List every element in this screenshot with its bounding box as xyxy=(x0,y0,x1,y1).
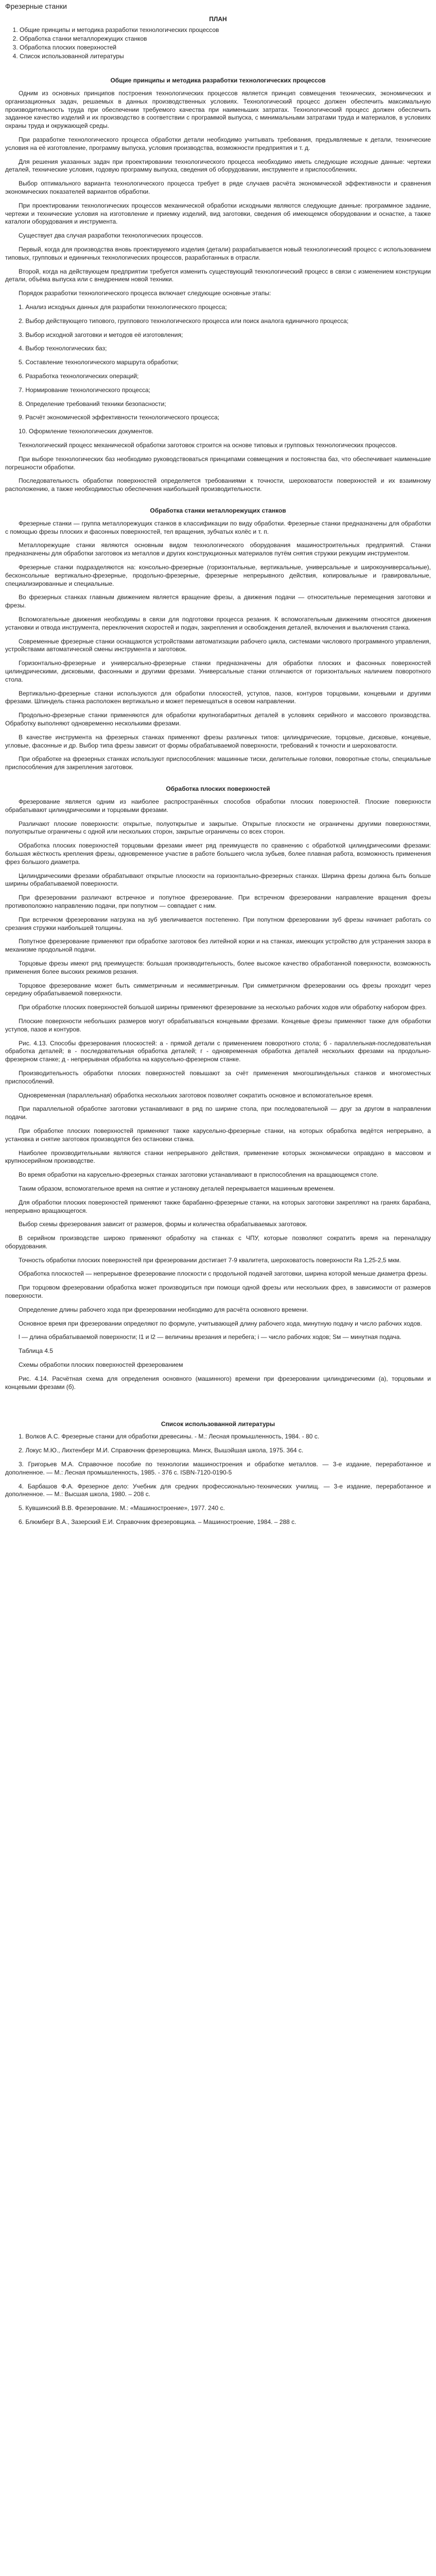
body-paragraph: Плоские поверхности небольших размеров могут обрабатываться концевыми фрезами. Концевые фрезы применяют также для обработки уступов, пазов и контуров. xyxy=(5,1017,431,1033)
body-paragraph: Одним из основных принципов построения технологических процессов является принцип совмещения технических, экономических и организационных задач, решаемых в данных производственных условиях. Технологический процесс должен обеспечить максимальную производительность труда при обеспечении требуемого качества при наименьших затратах. Технологический процесс должен обеспечить заданное качество изделий и их производство в соответствии с программой выпуска, с минимальными затратами труда и материалов, в условиях охраны труда и окружающей среды. xyxy=(5,90,431,130)
body-paragraph: Обработка плоскостей — непрерывное фрезерование плоскости с продольной подачей заготовки, ширина которой меньше диаметра фрезы. xyxy=(19,1270,428,1278)
body-paragraph: Одновременная (параллельная) обработка нескольких заготовок позволяет сократить основное и вспомогательное время. xyxy=(19,1091,373,1099)
body-paragraph: В качестве инструмента на фрезерных станках применяют фрезы различных типов: цилиндрические, торцовые, дисковые, концевые, угловые, фасонные и др. Выбор типа фрезы зависит от формы обрабатываемой поверхности, требований к точности и шероховатости. xyxy=(5,733,431,749)
body-paragraph: Выбор схемы фрезерования зависит от размеров, формы и количества обрабатываемых заготовок. xyxy=(19,1221,308,1228)
section-spacer xyxy=(5,777,431,785)
plan-item: 1. Общие принципы и методика разработки технологических процессов xyxy=(20,26,431,35)
reference-item: 3. Григорьев М.А. Справочное пособие по технологии машиностроения и обработке металлов. — 3-е издание, переработанное и дополненное. — М.: Лесная промышленность, 1985. - 376 с. ISBN-7120-0190-5 xyxy=(5,1461,431,1476)
body-paragraph: В серийном производстве широко применяют обработку на станках с ЧПУ, которые позволяют сократить время на переналадку оборудования. xyxy=(5,1234,431,1250)
body-paragraph: 9. Расчёт экономической эффективности технологического процесса; xyxy=(19,414,220,421)
body-paragraph: Схемы обработки плоских поверхностей фрезерованием xyxy=(19,1361,183,1369)
body-paragraph: Вертикально-фрезерные станки используются для обработки плоскостей, уступов, пазов, контуров торцовыми, концевыми и другими фрезами. Шпиндель станка расположен вертикально и может перемещаться в осевом направлении. xyxy=(5,689,431,705)
body-paragraph: Второй, когда на действующем предприятии требуется изменить существующий технологический процесс в связи с изменением конструкции детали, объёма выпуска или с внедрением новой техники. xyxy=(5,267,431,283)
body-paragraph: При обработке плоских поверхностей большой ширины применяют фрезерование за несколько рабочих ходов или обработку набором фрез. xyxy=(19,1004,427,1011)
plan-item: 3. Обработка плоских поверхностей xyxy=(20,43,431,52)
references-heading: Список использованной литературы xyxy=(161,1420,275,1428)
body-paragraph: Технологический процесс механической обработки заготовок строится на основе типовых и групповых технологических процессов. xyxy=(19,441,397,449)
body-paragraph: Вспомогательные движения необходимы в связи для подготовки процесса резания. К вспомогательным движениям относятся движения установки и отвода инструмента, переключения скоростей и подач, закрепления и освобождения деталей, включения и выключения станка. xyxy=(5,616,431,631)
body-paragraph: Фрезерование является одним из наиболее распространённых способов обработки плоских поверхностей. Плоские поверхности обрабатывают цилиндрическими и торцовыми фрезами. xyxy=(5,798,431,814)
plan-list xyxy=(5,26,431,61)
body-paragraph: Горизонтально-фрезерные и универсально-фрезерные станки предназначены для обработки плоских и фасонных поверхностей цилиндрическими, дисковыми, фасонными и другими фрезами. Универсальные станки отличаются от горизонтальных наличием поворотного стола. xyxy=(5,659,431,683)
plan-item: 4. Список использованной литературы xyxy=(20,52,431,61)
body-paragraph: 6. Разработка технологических операций; xyxy=(19,372,139,380)
body-paragraph: 5. Составление технологического маршрута обработки; xyxy=(19,359,179,366)
body-paragraph: При фрезеровании различают встречное и попутное фрезерование. При встречном фрезеровании направление вращения фрезы противоположно направлению подачи, при попутном — совпадает с ним. xyxy=(5,894,431,909)
body-paragraph: Точность обработки плоских поверхностей при фрезеровании достигает 7-9 квалитета, шероховатость поверхности Ra 1,25-2,5 мкм. xyxy=(19,1256,401,1264)
section-spacer xyxy=(5,1397,431,1404)
body-paragraph: 10. Оформление технологических документов. xyxy=(19,428,153,435)
body-paragraph: При разработке технологического процесса обработки детали необходимо учитывать требования, предъявляемые к детали, технические условия на её изготовление, программу выпуска, условия производства, возможности предприятия и т. д. xyxy=(5,135,431,151)
body-paragraph: 1. Анализ исходных данных для разработки технологического процесса; xyxy=(19,303,227,311)
document-section xyxy=(5,785,431,1404)
body-paragraph: Рис. 4.13. Способы фрезерования плоскостей: а - прямой детали с применением поворотного стола; б - параллельная-последовательная обработка деталей; в - последовательная обработка деталей; г - одновременная обработка деталей нескольких фрезами на продольно-фрезерном станке; д - непрерывная обработка на карусельно-фрезерном станке. xyxy=(5,1039,431,1063)
reference-item: 6. Блюмберг В.А., Зазерский Е.И. Справочник фрезеровщика. – Машиностроение, 1984. – 288 с. xyxy=(19,1518,297,1526)
body-paragraph: Наиболее производительными являются станки непрерывного действия, применение которых экономически оправдано в массовом и крупносерийном производстве. xyxy=(5,1149,431,1165)
body-paragraph: При обработке на фрезерных станках используют приспособления: машинные тиски, делительные головки, поворотные столы, специальные приспособления для закрепления заготовок. xyxy=(5,755,431,771)
body-paragraph: При параллельной обработке заготовки устанавливают в ряд по ширине стола, при последовательной — друг за другом в направлении подачи. xyxy=(5,1105,431,1121)
section-spacer xyxy=(5,499,431,506)
references-list xyxy=(5,1433,431,1526)
body-paragraph: При проектировании технологических процессов механической обработки исходными являются следующие данные: программное задание, чертежи и технические условия на изготовление и приемку изделий, вид заготовки, сведения об имеющемся оборудовании и оснастке, а также каталоги оборудования и инструмента. xyxy=(5,201,431,226)
plan-heading: ПЛАН xyxy=(209,15,227,23)
body-paragraph: 4. Выбор технологических баз; xyxy=(19,345,107,352)
body-paragraph: Фрезерные станки — группа металлорежущих станков в классификации по виду обработки. Фрезерные станки предназначены для обработки с помощью фрезы плоских и фасонных поверхностей, тел вращения, зубчатых колёс и т. п. xyxy=(5,519,431,535)
body-paragraph: Основное время при фрезеровании определяют по формуле, учитывающей длину рабочего хода, минутную подачу и число рабочих ходов. xyxy=(19,1319,422,1327)
body-paragraph: 8. Определение требований техники безопасности; xyxy=(19,400,166,408)
body-paragraph: Для обработки плоских поверхностей применяют также барабанно-фрезерные станки, на которых заготовки закрепляют на гранях барабана, непрерывно вращающегося. xyxy=(5,1198,431,1214)
plan-item: 2. Обработка станки металлорежущих станков xyxy=(20,35,431,43)
section-heading: Общие принципы и методика разработки технологических процессов xyxy=(110,77,326,84)
reference-item: 2. Локус М.Ю., Лихтенберг М.И. Справочник фрезеровщика. Минск, Вышэйшая школа, 1975. 364 с. xyxy=(19,1447,304,1454)
body-paragraph: Последовательность обработки поверхностей определяется требованиями к точности, шероховатости поверхностей и их взаимному расположению, а также необходимостью обеспечения наибольшей производительности. xyxy=(5,477,431,493)
body-paragraph: Определение длины рабочего хода при фрезеровании необходимо для расчёта основного времени. xyxy=(19,1306,308,1313)
body-paragraph: Металлорежущие станки являются основным видом технологического оборудования машиностроительных предприятий. Станки предназначены для обработки заготовок из металлов и других конструкционных материалов путём снятия стружки режущим инструментом. xyxy=(5,541,431,557)
body-paragraph: Порядок разработки технологического процесса включает следующие основные этапы: xyxy=(19,290,271,297)
body-paragraph: Продольно-фрезерные станки применяются для обработки крупногабаритных деталей в условиях серийного и массового производства. Обработку выполняют одновременно несколькими фрезами. xyxy=(5,711,431,727)
body-paragraph: Для решения указанных задач при проектировании технологического процесса необходимо иметь следующие исходные данные: чертежи деталей, технические условия, годовую программу выпуска, сведения об оборудовании, инструменте и приспособлениях. xyxy=(5,158,431,174)
body-paragraph: Во фрезерных станках главным движением является вращение фрезы, а движения подачи — относительные перемещения заготовки и фрезы. xyxy=(5,594,431,609)
body-paragraph: Выбор оптимального варианта технологического процесса требует в ряде случаев расчёта экономической эффективности и сравнения экономических показателей вариантов обработки. xyxy=(5,180,431,195)
body-paragraph: При встречном фрезеровании нагрузка на зуб увеличивается постепенно. При попутном фрезеровании зуб фрезы начинает работать со срезания стружки наибольшей толщины. xyxy=(5,916,431,931)
body-paragraph: При торцовом фрезеровании обработка может производиться при помощи одной фрезы или нескольких фрез, в зависимости от размеров поверхности. xyxy=(5,1284,431,1300)
section-heading: Обработка станки металлорежущих станков xyxy=(150,506,286,514)
reference-item: 5. Кувшинский В.В. Фрезерование. М.: «Машиностроение», 1977. 240 с. xyxy=(19,1504,225,1512)
body-paragraph: Фрезерные станки подразделяются на: консольно-фрезерные (горизонтальные, вертикальные, универсальные и широкоуниверсальные), бесконсольные вертикально-фрезерные, продольно-фрезерные, фрезерные непрерывного действия, копировальные и гравировальные, специализированные и специальные. xyxy=(5,564,431,587)
document-section xyxy=(5,506,431,785)
body-paragraph: При выборе технологических баз необходимо руководствоваться принципами совмещения и постоянства баз, что обеспечивает наименьшие погрешности обработки. xyxy=(5,455,431,471)
body-paragraph: l — длина обрабатываемой поверхности; l1 и l2 — величины врезания и перебега; i — число рабочих ходов; Sм — минутная подача. xyxy=(19,1333,402,1341)
body-paragraph: Различают плоские поверхности: открытые, полуоткрытые и закрытые. Открытые плоскости не ограничены другими поверхностями, полуоткрытые ограничены с одной или нескольких сторон, закрытые ограничены со всех сторон. xyxy=(5,820,431,836)
body-paragraph: При обработке плоских поверхностей применяют также карусельно-фрезерные станки, на которых обработка ведётся непрерывно, а установка и снятие заготовок производятся без остановки станка. xyxy=(5,1127,431,1143)
reference-item: 4. Барбашов Ф.А. Фрезерное дело: Учебник для средних профессионально-технических училищ. — 3-е издание, переработанное и дополненное. — М.: Высшая школа, 1980. – 208 с. xyxy=(5,1482,431,1498)
body-paragraph: 7. Нормирование технологического процесса; xyxy=(19,386,150,394)
body-paragraph: 3. Выбор исходной заготовки и методов её изготовления; xyxy=(19,331,183,338)
body-paragraph: Цилиндрическими фрезами обрабатывают открытые плоскости на горизонтально-фрезерных станках. Ширина фрезы должна быть больше ширины обрабатываемой поверхности. xyxy=(5,872,431,888)
body-paragraph: Производительность обработки плоских поверхностей повышают за счёт применения многошпиндельных станков и многоместных приспособлений. xyxy=(5,1069,431,1085)
body-paragraph: Рис. 4.14. Расчётная схема для определения основного (машинного) времени при фрезеровании цилиндрическими (а), торцовыми и концевыми фрезами (б). xyxy=(5,1375,431,1391)
body-paragraph: Во время обработки на карусельно-фрезерных станках заготовки устанавливают в приспособления на вращающемся столе. xyxy=(19,1171,379,1179)
reference-item: 1. Волков А.С. Фрезерные станки для обработки древесины. - М.: Лесная промышленность, 1984. - 80 с. xyxy=(19,1433,320,1440)
body-paragraph: Первый, когда для производства вновь проектируемого изделия (детали) разрабатывается новый технологический процесс с использованием типовых, групповых и единичных технологических процессов, разработанных в отрасли. xyxy=(5,245,431,261)
body-paragraph: Попутное фрезерование применяют при обработке заготовок без литейной корки и на станках, имеющих устройство для устранения зазора в механизме продольной подачи. xyxy=(5,938,431,954)
body-paragraph: Существует два случая разработки технологических процессов. xyxy=(19,232,203,240)
body-paragraph: Торцовые фрезы имеют ряд преимуществ: большая производительность, более высокое качество обработанной поверхности, возможность применения более высоких режимов резания. xyxy=(5,959,431,975)
sections-container xyxy=(5,76,431,1404)
document-section xyxy=(5,76,431,506)
page-title: Фрезерные станки xyxy=(5,2,67,10)
body-paragraph: Торцовое фрезерование может быть симметричным и несимметричным. При симметричном фрезеровании ось фрезы проходит через середину обрабатываемой поверхности. xyxy=(5,981,431,997)
body-paragraph: Обработка плоских поверхностей торцовыми фрезами имеет ряд преимуществ по сравнению с обработкой цилиндрическими фрезами: большая жёсткость крепления фрезы, одновременное участие в работе большего числа зубьев, более плавная работа, возможность применения фрез большого диаметра. xyxy=(5,842,431,866)
body-paragraph: 2. Выбор действующего типового, группового технологического процесса или поиск аналога единичного процесса; xyxy=(19,317,348,325)
section-heading: Обработка плоских поверхностей xyxy=(166,785,270,793)
body-paragraph: Таким образом, вспомогательное время на снятие и установку деталей перекрывается машинным временем. xyxy=(19,1184,335,1192)
body-paragraph: Таблица 4.5 xyxy=(19,1347,54,1355)
body-paragraph: Современные фрезерные станки оснащаются устройствами автоматизации рабочего цикла, системами числового программного управления, устройствами автоматической смены инструмента и заготовок. xyxy=(5,637,431,653)
